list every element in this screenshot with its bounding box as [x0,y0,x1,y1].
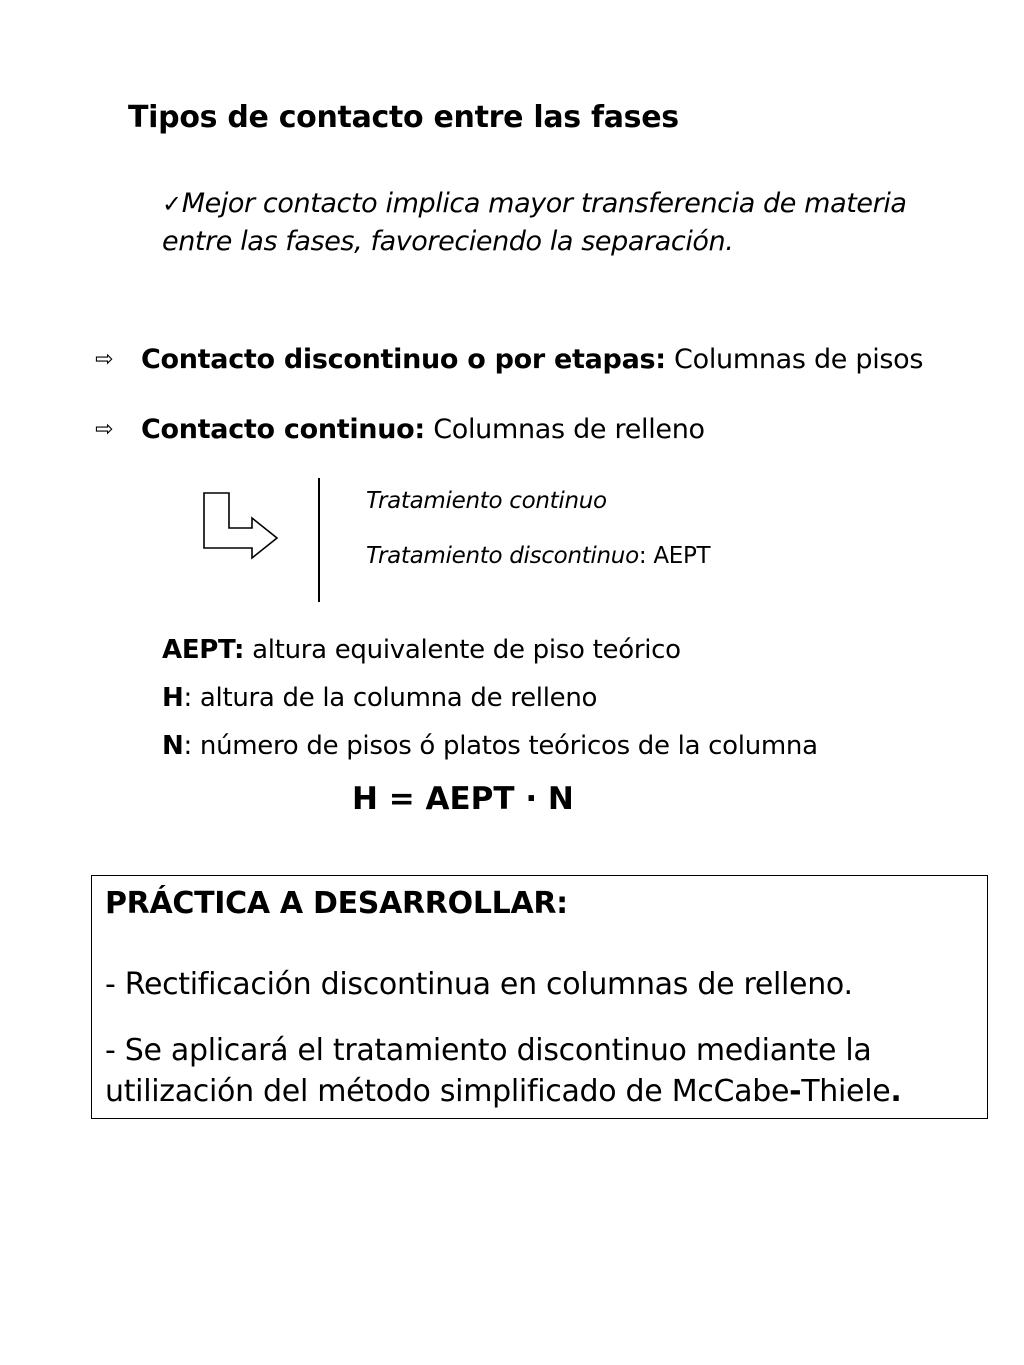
practice-line-1: - Rectificación discontinua en columnas de relleno. [105,967,853,1002]
treatment-continuous: Tratamiento continuo [366,488,607,514]
note-line-2: entre las fases, favoreciendo la separación. [162,226,734,257]
treatment-discontinuous: Tratamiento discontinuo: AEPT [366,543,711,569]
definition-n: N: número de pisos ó platos teóricos de la columna [162,731,818,761]
practice-line-3: utilización del método simplificado de McCabe-Thiele. [105,1074,902,1109]
practice-title: PRÁCTICA A DESARROLLAR: [105,886,568,921]
right-arrow-icon: ⇨ [95,347,114,372]
note-block [162,185,907,260]
definition-aept: AEPT: altura equivalente de piso teórico [162,635,681,665]
bullet-continuous: ⇨ Contacto continuo: Columnas de relleno [95,414,705,445]
formula: H = AEPT · N [352,781,574,817]
page-title: Tipos de contacto entre las fases [128,100,679,135]
brace-divider [318,478,320,602]
bent-arrow-icon [202,490,282,560]
practice-line-2: - Se aplicará el tratamiento discontinuo mediante la [105,1033,872,1068]
note-line-1: ✓Mejor contacto implica mayor transferencia de materia [162,188,907,219]
checkmark-icon: ✓ [162,190,182,218]
bullet-discontinuous: ⇨ Contacto discontinuo o por etapas: Columnas de pisos [95,344,924,375]
definition-h: H: altura de la columna de relleno [162,683,598,713]
right-arrow-icon: ⇨ [95,417,114,442]
